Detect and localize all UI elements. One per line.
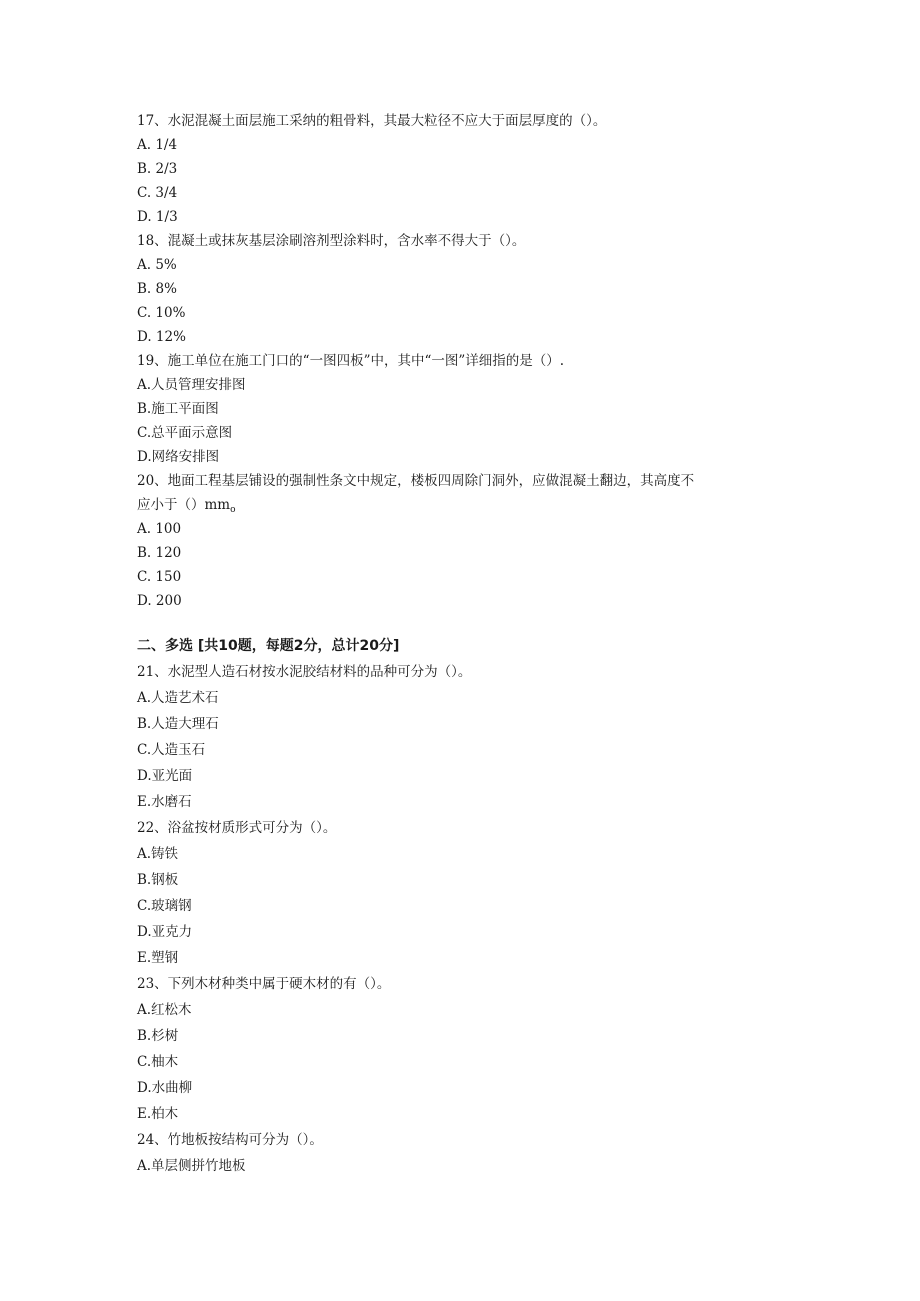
multiple-choice-section	[137, 659, 787, 1179]
question-17: 17、水泥混凝土面层施工采纳的粗骨料，其最大粒径不应大于面层厚度的（）。	[137, 113, 607, 129]
q23-option-e: E.柏木	[137, 1106, 179, 1122]
section-title-multiple-choice: 二、多选 [共10题，每题2分，总计20分]	[137, 638, 400, 654]
q22-option-d: D.亚克力	[137, 924, 193, 940]
q19-option-b: B.施工平面图	[137, 401, 219, 417]
q23-option-a: A.红松木	[137, 1002, 192, 1018]
q17-option-d: D. 1/3	[137, 209, 178, 225]
q23-option-b: B.杉树	[137, 1028, 179, 1044]
q20-option-b: B. 120	[137, 545, 182, 561]
q17-option-c: C. 3/4	[137, 185, 178, 201]
q21-option-e: E.水磨石	[137, 794, 192, 810]
q21-option-c: C.人造玉石	[137, 742, 206, 758]
section-spacer	[137, 613, 787, 633]
question-19: 19、施工单位在施工门口的“一图四板”中，其中“一图”详细指的是（）.	[137, 353, 565, 369]
question-20-line-2	[137, 493, 787, 517]
q18-option-d: D. 12%	[137, 329, 186, 345]
q21-option-a: A.人造艺术石	[137, 690, 219, 706]
q19-option-a: A.人员管理安排图	[137, 377, 246, 393]
q23-option-d: D.水曲柳	[137, 1080, 193, 1096]
document-page	[137, 109, 787, 1179]
q21-option-d: D.亚光面	[137, 768, 193, 784]
q18-option-c: C. 10%	[137, 305, 186, 321]
q22-option-b: B.钢板	[137, 872, 179, 888]
q19-option-d: D.网络安排图	[137, 449, 220, 465]
question-21: 21、水泥型人造石材按水泥胶结材料的品种可分为（）。	[137, 664, 472, 680]
q20-option-c: C. 150	[137, 569, 182, 585]
q21-option-b: B.人造大理石	[137, 716, 219, 732]
q17-option-a: A. 1/4	[137, 137, 178, 153]
question-23: 23、下列木材种类中属于硬木材的有（）。	[137, 976, 391, 992]
q18-option-a: A. 5%	[137, 257, 177, 273]
question-20-line-1: 20、地面工程基层铺设的强制性条文中规定，楼板四周除门洞外，应做混凝土翻边，其高度不	[137, 473, 695, 489]
q20-option-d: D. 200	[137, 593, 182, 609]
q24-option-a: A.单层侧拼竹地板	[137, 1158, 246, 1174]
question-22: 22、浴盆按材质形式可分为（）。	[137, 820, 337, 836]
q22-option-a: A.铸铁	[137, 846, 179, 862]
question-20-subscript: o	[230, 505, 236, 515]
question-18: 18、混凝土或抹灰基层涂刷溶剂型涂料时，含水率不得大于（）。	[137, 233, 526, 249]
q19-option-c: C.总平面示意图	[137, 425, 233, 441]
q20-option-a: A. 100	[137, 521, 182, 537]
q23-option-c: C.柚木	[137, 1054, 179, 1070]
q17-option-b: B. 2/3	[137, 161, 178, 177]
q22-option-e: E.塑钢	[137, 950, 179, 966]
q22-option-c: C.玻璃钢	[137, 898, 192, 914]
q18-option-b: B. 8%	[137, 281, 177, 297]
question-24: 24、竹地板按结构可分为（）。	[137, 1132, 323, 1148]
question-20-line-2-text: 应小于（）mm	[137, 497, 231, 513]
